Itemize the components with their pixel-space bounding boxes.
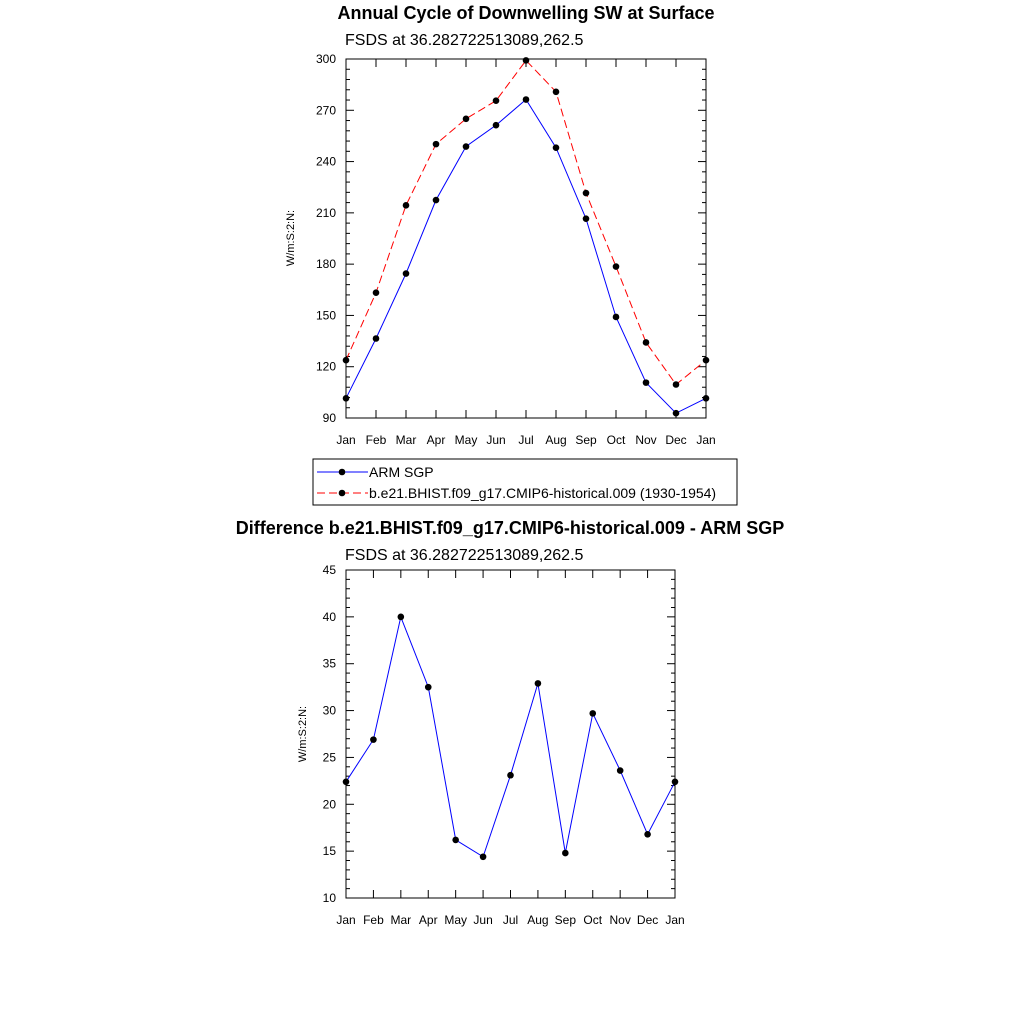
chart2-ytick-label: 15 bbox=[322, 844, 336, 859]
chart1-series-1-point bbox=[703, 395, 710, 402]
chart1-series-2-line bbox=[346, 60, 706, 384]
chart1-series-2-point bbox=[583, 190, 590, 197]
chart2-series-1-point bbox=[398, 614, 405, 621]
chart2-series-1-point bbox=[535, 680, 542, 687]
chart2-xtick-label: Jan bbox=[665, 913, 685, 927]
chart1-series-2-point bbox=[493, 97, 500, 104]
chart1-xtick-label: Aug bbox=[545, 433, 567, 447]
chart1-series-1-point bbox=[523, 96, 530, 103]
chart1-ytick-label: 240 bbox=[315, 154, 336, 169]
chart1-xtick-label: Feb bbox=[365, 433, 387, 447]
chart2-series-1-point bbox=[672, 778, 679, 785]
chart2-ytick-label: 10 bbox=[322, 891, 336, 905]
chart2-ytick-label: 45 bbox=[322, 563, 336, 577]
chart1-legend bbox=[313, 459, 737, 505]
chart1-xtick-label: Oct bbox=[606, 433, 626, 447]
chart2-series-1-point bbox=[562, 850, 569, 857]
chart1-ytick-label: 90 bbox=[322, 411, 336, 425]
chart1-series-1-line bbox=[346, 100, 706, 414]
chart1-series-1-point bbox=[463, 143, 470, 150]
chart2-frame bbox=[346, 570, 675, 898]
chart1-xtick-label: Jan bbox=[696, 433, 716, 447]
legend-marker-model bbox=[339, 490, 346, 497]
chart2-series-1-point bbox=[480, 853, 487, 860]
chart2-xtick-label: Dec bbox=[636, 913, 659, 927]
chart2-series-1-point bbox=[589, 710, 596, 717]
chart1-series-2-point bbox=[553, 89, 560, 96]
chart1-series-1-point bbox=[343, 395, 350, 402]
chart2-plot-area bbox=[323, 563, 685, 927]
chart2-series-1-point bbox=[370, 736, 377, 743]
chart1-series-2-point bbox=[673, 381, 680, 388]
chart1-xtick-label: Mar bbox=[395, 433, 417, 447]
chart1-ytick-label: 210 bbox=[315, 205, 336, 220]
chart1-series-2-point bbox=[613, 263, 620, 270]
chart1-ytick-label: 150 bbox=[315, 308, 336, 323]
chart1-series-1-point bbox=[553, 144, 560, 151]
chart1-xtick-label: Jun bbox=[486, 433, 506, 447]
chart2-ytick-label: 20 bbox=[322, 797, 336, 812]
chart2-series-1-point bbox=[452, 837, 459, 844]
chart1-xtick-label: Dec bbox=[665, 433, 687, 447]
chart1-series-2-point bbox=[463, 116, 470, 123]
chart2-xtick-label: Nov bbox=[609, 913, 631, 927]
chart2-xtick-label: Apr bbox=[418, 913, 438, 927]
chart2-xtick-label: Mar bbox=[390, 913, 412, 927]
chart1-xtick-label: Apr bbox=[426, 433, 446, 447]
chart1-series-2-point bbox=[343, 357, 350, 364]
chart1-series-1-point bbox=[373, 335, 380, 342]
chart2-series-1-point bbox=[507, 772, 514, 779]
chart1-xtick-label: Jul bbox=[518, 433, 534, 447]
chart2-series-1-line bbox=[346, 617, 675, 857]
legend-marker-arm-sgp bbox=[339, 469, 346, 476]
chart2-subtitle: FSDS at 36.282722513089,262.5 bbox=[345, 547, 584, 564]
chart1-title: Annual Cycle of Downwelling SW at Surface bbox=[337, 3, 715, 23]
chart1-ytick-label: 180 bbox=[315, 257, 336, 272]
chart2-series-1-point bbox=[644, 831, 651, 838]
chart2-xtick-label: Feb bbox=[363, 913, 384, 927]
chart2-xtick-label: Aug bbox=[527, 913, 549, 927]
chart2-ytick-label: 25 bbox=[322, 750, 336, 765]
chart1-series-1-point bbox=[673, 410, 680, 417]
chart2-series-1-point bbox=[617, 767, 624, 774]
chart1-ytick-label: 300 bbox=[315, 52, 336, 66]
chart1-series-2-point bbox=[523, 57, 530, 64]
chart1-xtick-label: Jan bbox=[336, 433, 356, 447]
chart1-series-2-point bbox=[403, 202, 410, 209]
chart1-series-1-point bbox=[613, 314, 620, 321]
chart1-series-1-point bbox=[433, 197, 440, 204]
chart2-xtick-label: Oct bbox=[583, 913, 603, 927]
chart1-series-2-point bbox=[433, 141, 440, 148]
chart1-y-axis-label: W/m:S:2:N: bbox=[285, 209, 297, 267]
chart2-title: Difference b.e21.BHIST.f09_g17.CMIP6-historical.009 - ARM SGP bbox=[235, 518, 785, 538]
chart1-ytick-label: 270 bbox=[315, 103, 336, 118]
chart1-series-2-point bbox=[643, 339, 650, 346]
chart2-ytick-label: 35 bbox=[322, 656, 336, 671]
chart1-series-1-point bbox=[643, 379, 650, 386]
chart2-series-1-point bbox=[343, 778, 350, 785]
chart2-ytick-label: 40 bbox=[322, 609, 336, 624]
chart2-xtick-label: Jan bbox=[336, 913, 356, 927]
chart2-ytick-label: 30 bbox=[322, 703, 336, 718]
chart1-ytick-label: 120 bbox=[315, 359, 336, 374]
chart2-y-axis-label: W/m:S:2:N: bbox=[297, 705, 309, 763]
legend-label-model: b.e21.BHIST.f09_g17.CMIP6-historical.009 (1930-1954) bbox=[369, 485, 717, 501]
chart1-subtitle: FSDS at 36.282722513089,262.5 bbox=[345, 32, 584, 49]
chart1-series-2-point bbox=[373, 289, 380, 296]
chart2-series-1-point bbox=[425, 684, 432, 691]
chart1-series-1-point bbox=[403, 270, 410, 277]
chart1-xtick-label: May bbox=[454, 433, 478, 447]
chart1-xtick-label: Sep bbox=[575, 433, 597, 447]
chart2-xtick-label: Sep bbox=[554, 913, 577, 927]
chart2-xtick-label: Jul bbox=[502, 913, 519, 927]
chart1-frame bbox=[346, 59, 706, 418]
chart1-series-1-point bbox=[583, 215, 590, 222]
chart1-xtick-label: Nov bbox=[635, 433, 657, 447]
chart1-series-1-point bbox=[493, 122, 500, 129]
legend-label-arm-sgp: ARM SGP bbox=[369, 464, 434, 480]
chart2-xtick-label: May bbox=[444, 913, 468, 927]
chart1-series-2-point bbox=[703, 357, 710, 364]
chart2-xtick-label: Jun bbox=[473, 913, 493, 927]
chart1-plot-area bbox=[316, 52, 716, 447]
